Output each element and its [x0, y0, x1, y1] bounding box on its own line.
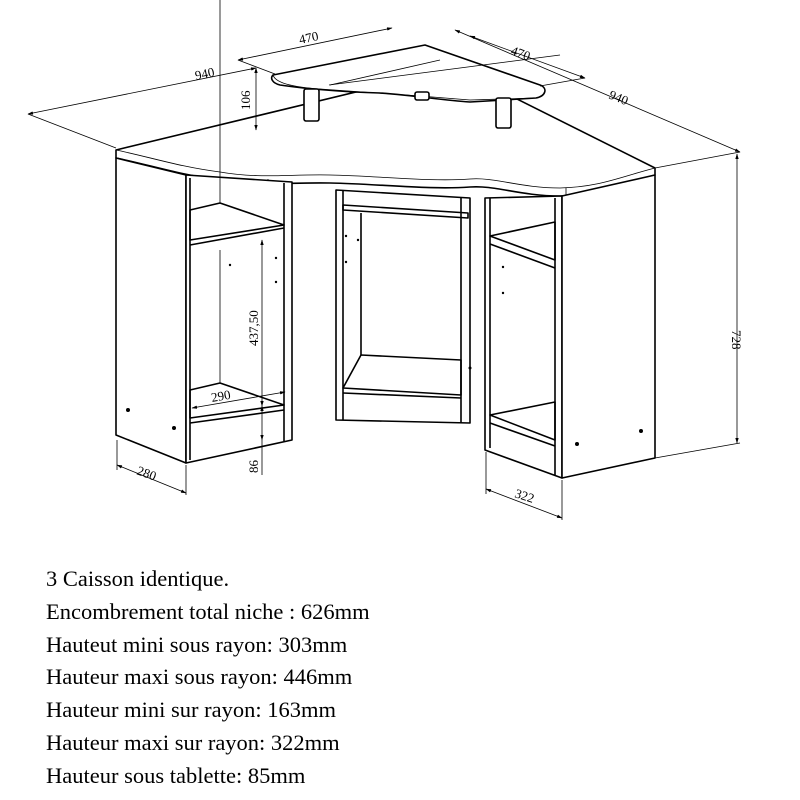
note-under-tablet: Hauteur sous tablette: 85mm [46, 762, 306, 788]
dim-label-290: 290 [209, 386, 232, 405]
dim-label-437-50: 437,50 [246, 310, 261, 346]
specification-notes [46, 563, 746, 793]
dim-label-470-right: 470 [508, 42, 533, 64]
dim-label-470-left: 470 [297, 28, 320, 47]
note-min-over-shelf: Hauteur mini sur rayon: 163mm [46, 697, 336, 723]
dim-label-86: 86 [246, 460, 261, 473]
middle-caisson [336, 190, 472, 423]
note-caisson-count: 3 Caisson identique. [46, 566, 230, 591]
dim-label-322: 322 [513, 485, 537, 506]
note-min-under-shelf: Hauteut mini sous rayon: 303mm [46, 631, 348, 657]
dim-label-940-left: 940 [193, 64, 216, 83]
dim-label-728: 728 [729, 330, 744, 350]
dim-label-280: 280 [134, 462, 159, 484]
note-max-over-shelf: Hauteur maxi sur rayon: 322mm [46, 729, 340, 755]
dim-label-940-right: 940 [606, 86, 631, 109]
note-max-under-shelf: Hauteur maxi sous rayon: 446mm [46, 664, 353, 690]
right-caisson [485, 175, 655, 478]
dim-label-106: 106 [238, 90, 253, 110]
note-total-niche: Encombrement total niche : 626mm [46, 598, 370, 624]
